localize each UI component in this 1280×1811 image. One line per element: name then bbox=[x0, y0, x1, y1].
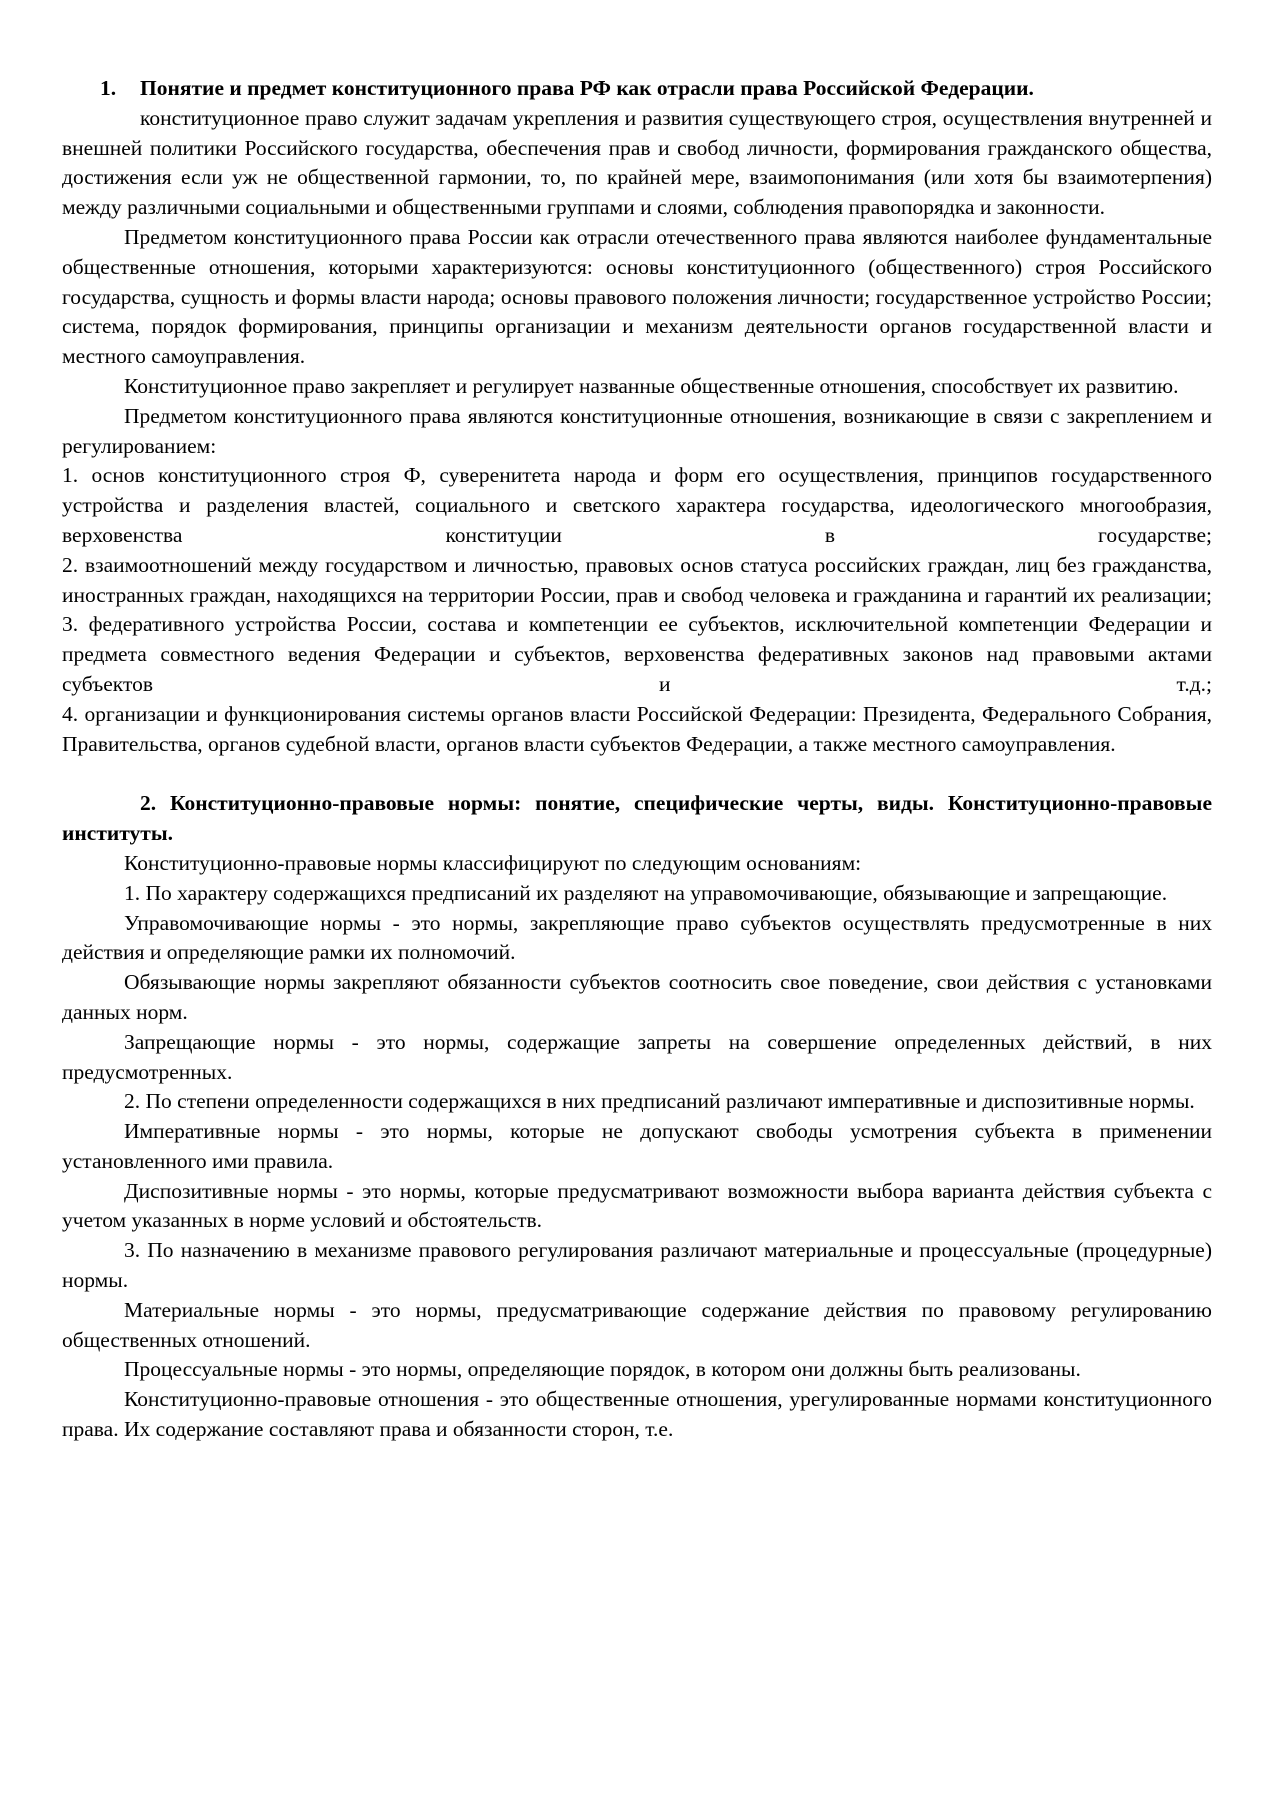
section-2-paragraph: Процессуальные нормы - это нормы, определяющие порядок, в котором они должны быть реализованы. bbox=[124, 1357, 1081, 1382]
section-2-paragraph: 2. По степени определенности содержащихся в них предписаний различают императивные и диспозитивные нормы. bbox=[124, 1089, 1195, 1114]
section-1-paragraph: Предметом конституционного права России как отрасли отечественного права являются наиболее фундаментальные общественные отношения, которыми характеризуются: основы конституционного (общественного) строя Российского государства, сущность и формы власти народа; основы правового положения личности; государственное устройство России; система, порядок формирования, принципы организации и механизм деятельности органов государственной власти и местного самоуправления. bbox=[62, 224, 1212, 369]
subject-intro: Предметом конституционного права являются конституционные отношения, возникающие в связи с закреплением и регулированием: bbox=[62, 403, 1212, 458]
section-2-paragraph: Материальные нормы - это нормы, предусматривающие содержание действия по правовому регулированию общественных отношений. bbox=[62, 1297, 1212, 1352]
document-page bbox=[62, 74, 1212, 1445]
section-2-paragraph: Диспозитивные нормы - это нормы, которые предусматривают возможности выбора варианта действия субъекта с учетом указанных в норме условий и обстоятельств. bbox=[62, 1178, 1212, 1233]
section-2-paragraph: Управомочивающие нормы - это нормы, закрепляющие право субъектов осуществлять предусмотренные в них действия и определяющие рамки их полномочий. bbox=[62, 910, 1212, 965]
section-2-paragraph: Конституционно-правовые нормы классифицируют по следующим основаниям: bbox=[124, 850, 862, 875]
subject-list-item: 4. организации и функционирования системы органов власти Российской Федерации: Президента, Федерального Собрания, Правительства, органов судебной власти, органов власти субъектов Федерации, а также местного самоуправления. bbox=[62, 701, 1212, 756]
section-2-paragraph: Конституционно-правовые отношения - это общественные отношения, урегулированные нормами конституционного права. Их содержание составляют права и обязанности сторон, т.е. bbox=[62, 1387, 1212, 1442]
section-1-paragraph: конституционное право служит задачам укрепления и развития существующего строя, осуществления внутренней и внешней политики Российского государства, обеспечения прав и свобод личности, формирования гражданского общества, достижения если уж не общественной гармонии, то, по крайней мере, взаимопонимания (или хотя бы взаимотерпения) между различными социальными и общественными группами и слоями, соблюдения правопорядка и законности. bbox=[62, 105, 1212, 220]
section-2-heading: 2. Конституционно-правовые нормы: понятие, специфические черты, виды. Конституционно-правовые институты. bbox=[62, 791, 1212, 846]
section-2-paragraph: Императивные нормы - это нормы, которые не допускают свободы усмотрения субъекта в применении установленного ими правила. bbox=[62, 1119, 1212, 1173]
section-2-paragraph: Обязывающие нормы закрепляют обязанности субъектов соотносить свое поведение, свои действия с установками данных норм. bbox=[62, 970, 1212, 1024]
section-1-paragraph: Конституционное право закрепляет и регулирует названные общественные отношения, способствует их развитию. bbox=[124, 373, 1179, 398]
subject-list-item: 1. основ конституционного строя Ф, суверенитета народа и форм его осуществления, принципов государственного устройства и разделения властей, социального и светского характера государства, идеологического многообразия, верховенства конституции в государстве; bbox=[62, 463, 1212, 547]
section-1-title: Понятие и предмет конституционного права РФ как отрасли права Российской Федерации. bbox=[140, 76, 1034, 100]
section-spacer bbox=[62, 759, 1212, 789]
section-1-number: 1. bbox=[100, 76, 117, 100]
section-2-paragraph: 3. По назначению в механизме правового регулирования различают материальные и процессуальные (процедурные) нормы. bbox=[62, 1238, 1212, 1293]
section-2 bbox=[62, 789, 1212, 1445]
section-2-paragraph: 1. По характеру содержащихся предписаний их разделяют на управомочивающие, обязывающие и запрещающие. bbox=[124, 880, 1168, 905]
subject-list-item: 2. взаимоотношений между государством и личностью, правовых основ статуса российских граждан, лиц без гражданства, иностранных граждан, находящихся на территории России, прав и свобод человека и гражданина и гарантий их реализации; bbox=[62, 552, 1212, 607]
subject-list-item: 3. федеративного устройства России, состава и компетенции ее субъектов, исключительной компетенции Федерации и предмета совместного ведения Федерации и субъектов, верховенства федеративных законов над правовыми актами субъектов и т.д.; bbox=[62, 612, 1212, 696]
subject-list bbox=[62, 461, 1212, 759]
section-1-heading bbox=[62, 74, 1212, 104]
section-2-paragraph: Запрещающие нормы - это нормы, содержащие запреты на совершение определенных действий, в них предусмотренных. bbox=[62, 1029, 1212, 1084]
